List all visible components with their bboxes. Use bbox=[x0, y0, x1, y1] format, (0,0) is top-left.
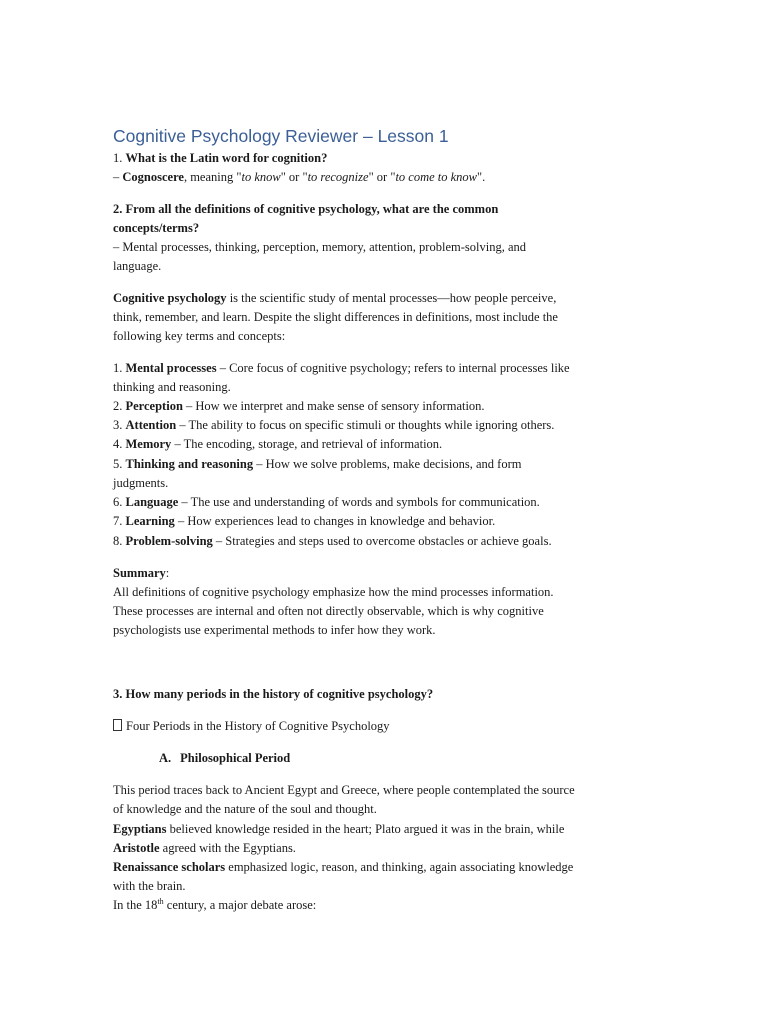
question-2-cont: concepts/terms? bbox=[113, 221, 200, 235]
document-page bbox=[113, 0, 673, 1024]
question-number: 1. bbox=[113, 151, 126, 165]
intro-paragraph: Cognitive psychology is the scientific study of mental processes—how people perceive, bbox=[113, 291, 557, 305]
paragraph-line: Egyptians believed knowledge resided in the heart; Plato argued it was in the brain, while bbox=[113, 822, 565, 836]
paragraph-line: In the 18th century, a major debate arose: bbox=[113, 896, 317, 912]
summary-line: psychologists use experimental methods to infer how they work. bbox=[113, 623, 436, 637]
page-title: Cognitive Psychology Reviewer – Lesson 1 bbox=[113, 126, 449, 146]
question-3: 3. How many periods in the history of cognitive psychology? bbox=[113, 687, 434, 701]
intro-term: Cognitive psychology bbox=[113, 291, 227, 305]
summary-line: These processes are internal and often not directly observable, which is why cognitive bbox=[113, 604, 544, 618]
periods-heading: Four Periods in the History of Cognitive Psychology bbox=[113, 718, 390, 734]
list-item-cont: thinking and reasoning. bbox=[113, 380, 231, 394]
list-item: 1. Mental processes – Core focus of cognitive psychology; refers to internal processes like bbox=[113, 361, 570, 375]
list-item: 4. Memory – The encoding, storage, and retrieval of information. bbox=[113, 437, 443, 451]
answer-1: – Cognoscere, meaning "to know" or "to recognize" or "to come to know". bbox=[113, 170, 486, 184]
answer-2: – Mental processes, thinking, perception, memory, attention, problem-solving, and bbox=[113, 240, 526, 254]
answer-2-cont: language. bbox=[113, 259, 162, 273]
paragraph-line: Renaissance scholars emphasized logic, reason, and thinking, again associating knowledge bbox=[113, 860, 574, 874]
list-item: 8. Problem-solving – Strategies and steps used to overcome obstacles or achieve goals. bbox=[113, 534, 552, 548]
latin-term: Cognoscere bbox=[122, 170, 184, 184]
summary-heading: Summary: bbox=[113, 566, 170, 580]
intro-line-3: following key terms and concepts: bbox=[113, 329, 286, 343]
question-1 bbox=[113, 150, 327, 166]
paragraph-line: with the brain. bbox=[113, 879, 186, 893]
list-item-cont: judgments. bbox=[113, 476, 169, 490]
paragraph-line: of knowledge and the nature of the soul and thought. bbox=[113, 802, 377, 816]
list-item: 7. Learning – How experiences lead to changes in knowledge and behavior. bbox=[113, 514, 496, 528]
question-text: What is the Latin word for cognition? bbox=[125, 151, 328, 165]
missing-glyph-icon bbox=[113, 719, 122, 731]
list-item: 3. Attention – The ability to focus on specific stimuli or thoughts while ignoring others. bbox=[113, 418, 555, 432]
section-title: Philosophical Period bbox=[180, 751, 291, 765]
section-letter: A. bbox=[159, 751, 172, 765]
summary-line: All definitions of cognitive psychology emphasize how the mind processes information. bbox=[113, 585, 554, 599]
intro-line-2: think, remember, and learn. Despite the slight differences in definitions, most include the bbox=[113, 310, 558, 324]
list-item: 2. Perception – How we interpret and make sense of sensory information. bbox=[113, 399, 485, 413]
list-item: 6. Language – The use and understanding of words and symbols for communication. bbox=[113, 495, 540, 509]
list-item: 5. Thinking and reasoning – How we solve problems, make decisions, and form bbox=[113, 457, 522, 471]
question-2: 2. From all the definitions of cognitive psychology, what are the common bbox=[113, 202, 499, 216]
section-a-heading bbox=[159, 750, 290, 766]
paragraph-line: Aristotle agreed with the Egyptians. bbox=[113, 841, 296, 855]
paragraph-line: This period traces back to Ancient Egypt and Greece, where people contemplated the source bbox=[113, 783, 575, 797]
